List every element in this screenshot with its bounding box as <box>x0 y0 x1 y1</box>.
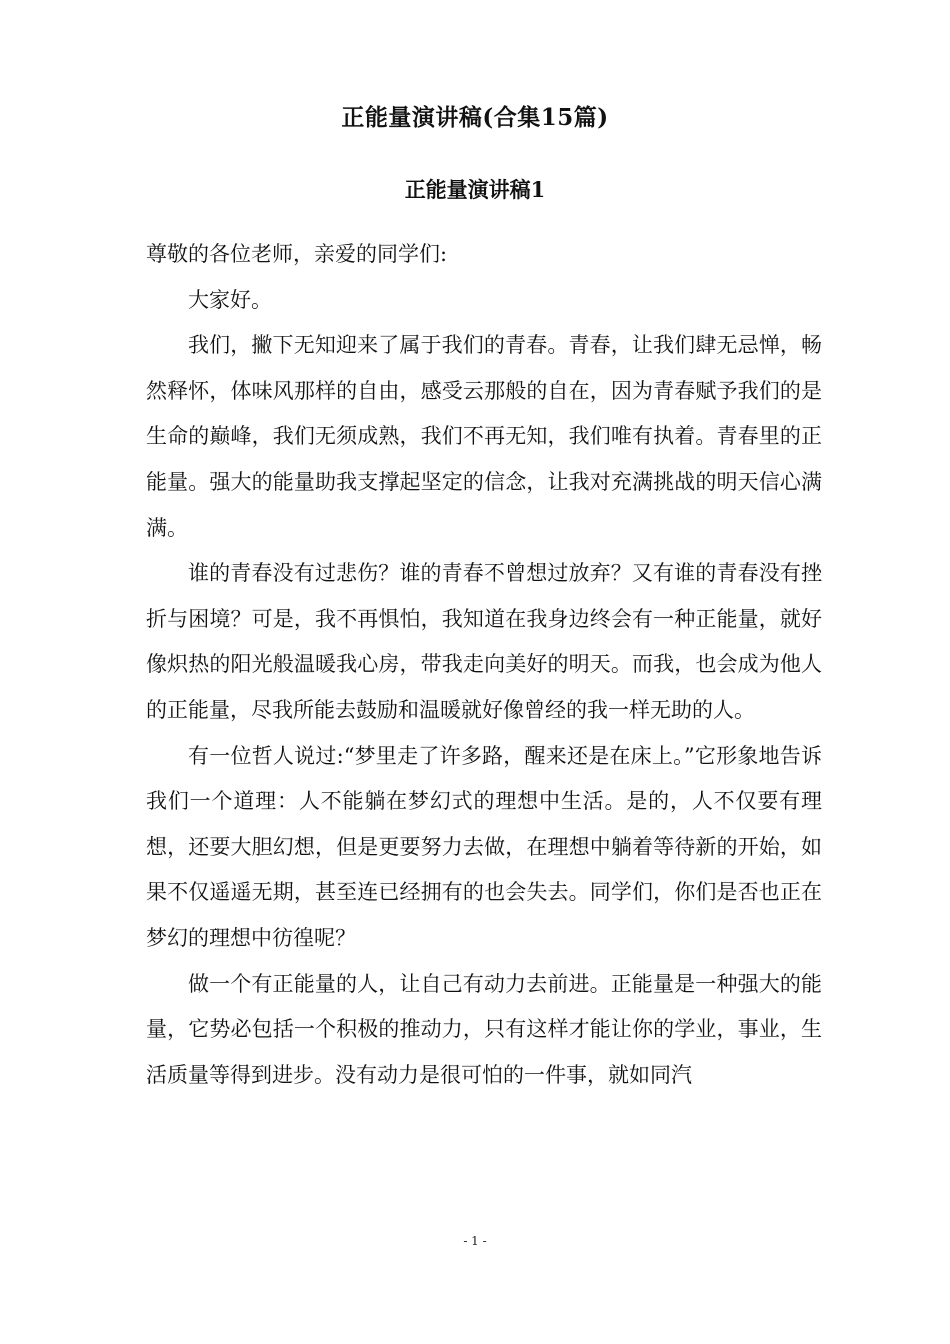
salutation: 尊敬的各位老师，亲爱的同学们: <box>146 242 448 266</box>
paragraph: 我们，撇下无知迎来了属于我们的青春。青春，让我们肆无忌惮，畅然释怀，体味风那样的自由，感受云那般的自在，因为青春赋予我们的是生命的巅峰，我们无须成熟，我们不再无知，我们唯有执着。青春里的正能量。强大的能量助我支撑起坚定的信念，让我对充满挑战的明天信心满满。 <box>146 333 822 540</box>
paragraph: 谁的青春没有过悲伤？谁的青春不曾想过放弃？又有谁的青春没有挫折与困境？可是，我不再惧怕，我知道在我身边终会有一种正能量，就好像炽热的阳光般温暖我心房，带我走向美好的明天。而我，也会成为他人的正能量，尽我所能去鼓励和温暖就好像曾经的我一样无助的人。 <box>146 561 822 722</box>
paragraph: 有一位哲人说过:“梦里走了许多路，醒来还是在床上。”它形象地告诉我们一个道理：人不能躺在梦幻式的理想中生活。是的，人不仅要有理想，还要大胆幻想，但是更要努力去做，在理想中躺着等待新的开始，如果不仅遥遥无期，甚至连已经拥有的也会失去。同学们，你们是否也正在梦幻的理想中彷徨呢？ <box>146 743 822 950</box>
speech-body <box>146 232 822 1098</box>
section-title: 正能量演讲稿1 <box>404 177 546 202</box>
page-number: - 1 - <box>463 1234 487 1248</box>
paragraph: 做一个有正能量的人，让自己有动力去前进。正能量是一种强大的能量，它势必包括一个积极的推动力，只有这样才能让你的学业，事业，生活质量等得到进步。没有动力是很可怕的一件事，就如同汽 <box>146 971 822 1087</box>
paragraph: 大家好。 <box>188 287 272 312</box>
document-title: 正能量演讲稿(合集15篇) <box>341 104 609 131</box>
